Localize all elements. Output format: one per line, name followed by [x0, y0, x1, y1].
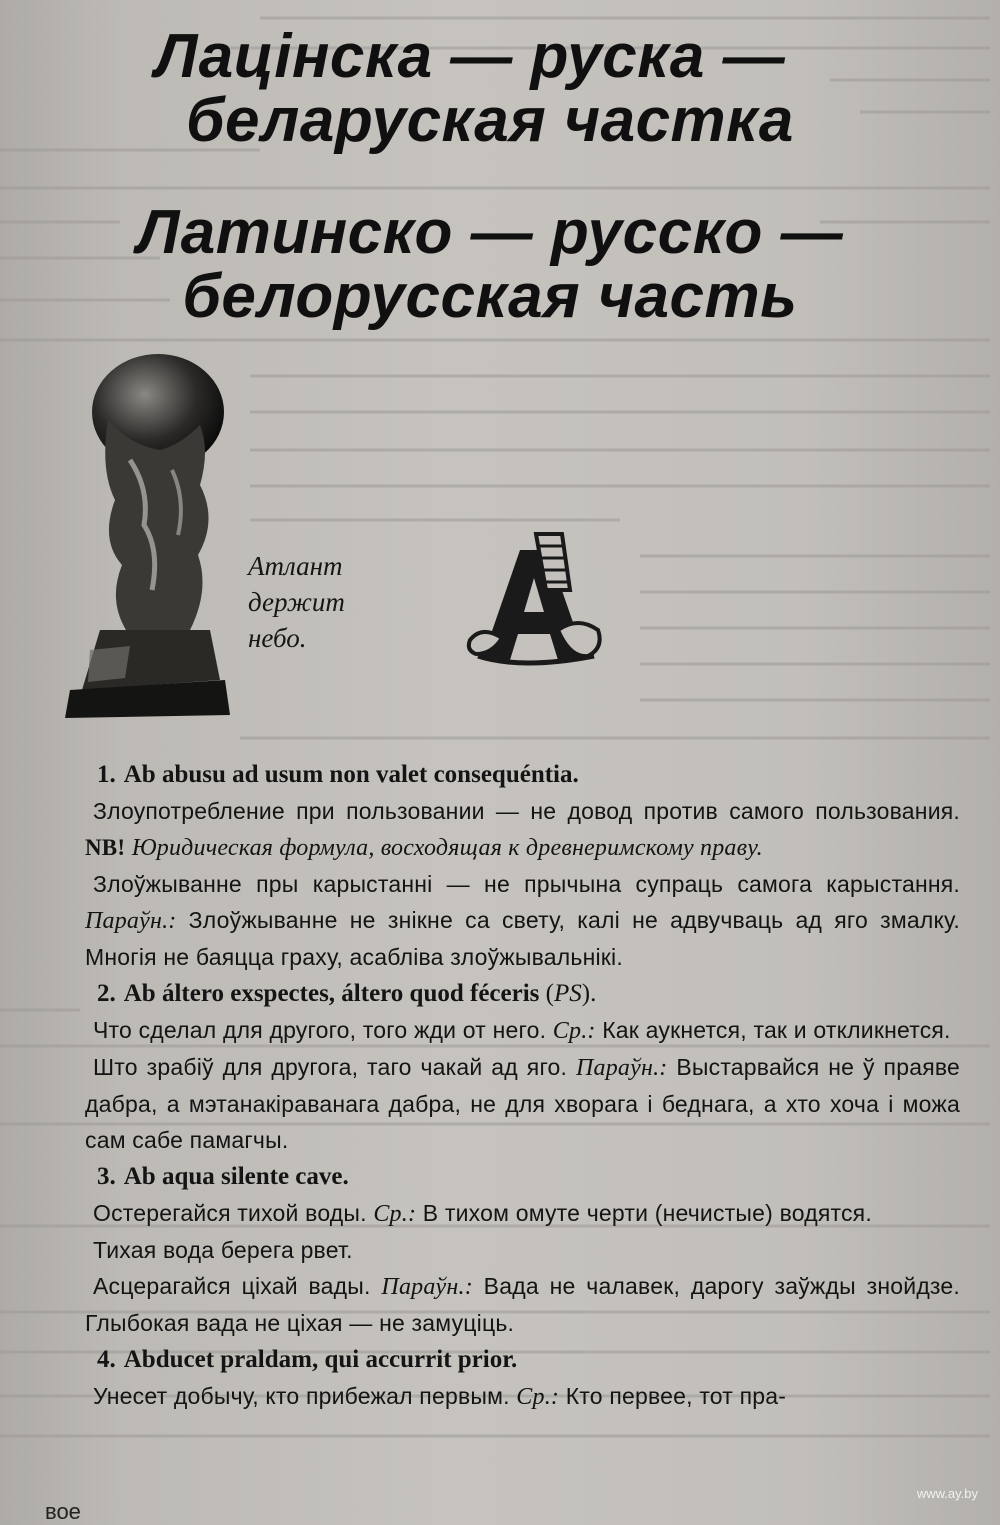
latin-phrase: Ab áltero exspectes, áltero quod féceris [123, 980, 540, 1007]
page-continuation-fragment: вое [45, 1499, 81, 1524]
compare-marker: Параўн.: [576, 1055, 668, 1081]
entry-number: 1. [97, 761, 116, 788]
belarusian-translation: Злоўжыванне пры карыстанні — не прычына супраць самога карыстання. Параўн.: Злоўжыванне не знікне са свету, калі не адвучваць ад яго змалку. Многія не баяцца граху, асабліва злоўжывальнікі. [85, 871, 961, 970]
entry-number: 4. [97, 1346, 116, 1373]
entry-latin-heading [85, 1341, 960, 1378]
entry-latin-heading [85, 756, 960, 793]
belarusian-translation: Што зрабіў для другога, таго чакай ад яго. Параўн.: Выстарвайся не ў праяве дабра, а мэтанакіраванага дабра, не для хворага і беднага, а хто хоча і можа сам сабе памагчы. [85, 1054, 960, 1153]
russian-translation: Унесет добычу, кто прибежал первым. Ср.: Кто первее, тот пра- [93, 1383, 787, 1410]
latin-phrase: Ab abusu ad usum non valet consequéntia. [123, 761, 579, 788]
heading-belarusian-line1: Лацінска — руска — [154, 22, 786, 91]
atlas-statue-illustration [60, 350, 235, 720]
entries-list [85, 756, 960, 1415]
nb-marker: NB! [85, 835, 126, 860]
compare-marker: Ср.: [552, 1018, 596, 1044]
compare-marker: Ср.: [516, 1384, 560, 1410]
russian-note: Как аукнется, так и откликнется. [602, 1017, 951, 1043]
heading-belarusian-line2: беларуская частка [186, 86, 794, 155]
russian-proverb: Тихая вода берега рвет. [93, 1237, 353, 1263]
compare-marker: Параўн.: [381, 1274, 473, 1300]
caption-line1: Атлант [248, 551, 343, 581]
heading-russian-line2: белорусская часть [182, 262, 798, 331]
statue-caption [248, 548, 345, 656]
compare-marker: Ср.: [373, 1201, 417, 1227]
russian-translation: Что сделал для другого, того жди от него. Ср.: Как аукнется, так и откликнется. [93, 1017, 951, 1044]
caption-line3: небо. [248, 623, 307, 653]
russian-note: Юридическая формула, восходящая к древнеримскому праву. [131, 835, 763, 861]
entry-1 [85, 756, 960, 975]
latin-phrase: Abducet praldam, qui accurrit prior. [123, 1346, 518, 1373]
belarusian-note: Злоўжыванне не знікне са свету, калі не адвучваць ад яго змалку. Многія не баяцца граху, асабліва злоўжывальнікі. [85, 907, 961, 970]
belarusian-note: Вада не чалавек, дарогу заўжды знойдзе. Глыбокая вада не ціхая — не замуціць. [85, 1273, 961, 1336]
russian-note: В тихом омуте черти (нечистые) водятся. [422, 1200, 872, 1226]
entry-4 [85, 1341, 960, 1415]
heading-russian-line1: Латинско — русско — [136, 198, 844, 267]
entry-3 [85, 1158, 960, 1341]
entry-latin-heading [85, 975, 960, 1012]
entry-number: 3. [97, 1163, 116, 1190]
source-ref: (PS). [545, 980, 597, 1007]
belarusian-translation: Асцерагайся ціхай вады. Параўн.: Вада не чалавек, дарогу заўжды знойдзе. Глыбокая вада не ціхая — не замуціць. [85, 1273, 961, 1336]
russian-translation: Остерегайся тихой воды. Ср.: В тихом омуте черти (нечистые) водятся. [93, 1200, 872, 1227]
belarusian-note: Выстарвайся не ў праяве дабра, а мэтанакіраванага дабра, не для хворага і беднага, а хто хоча і можа сам сабе памагчы. [85, 1054, 960, 1153]
decorative-initial-a [462, 530, 610, 670]
russian-note: Кто первее, тот пра- [565, 1383, 787, 1409]
entry-number: 2. [97, 980, 116, 1007]
caption-line2: держит [248, 587, 345, 617]
compare-marker: Параўн.: [85, 908, 177, 934]
entry-latin-heading [85, 1158, 960, 1195]
russian-translation: Злоупотребление при пользовании — не довод против самого пользования. NB! Юридическая формула, восходящая к древнеримскому праву. [85, 798, 960, 861]
entry-2 [85, 975, 960, 1158]
latin-phrase: Ab aqua silente cave. [123, 1163, 349, 1190]
watermark: www.ay.by [916, 1486, 978, 1501]
